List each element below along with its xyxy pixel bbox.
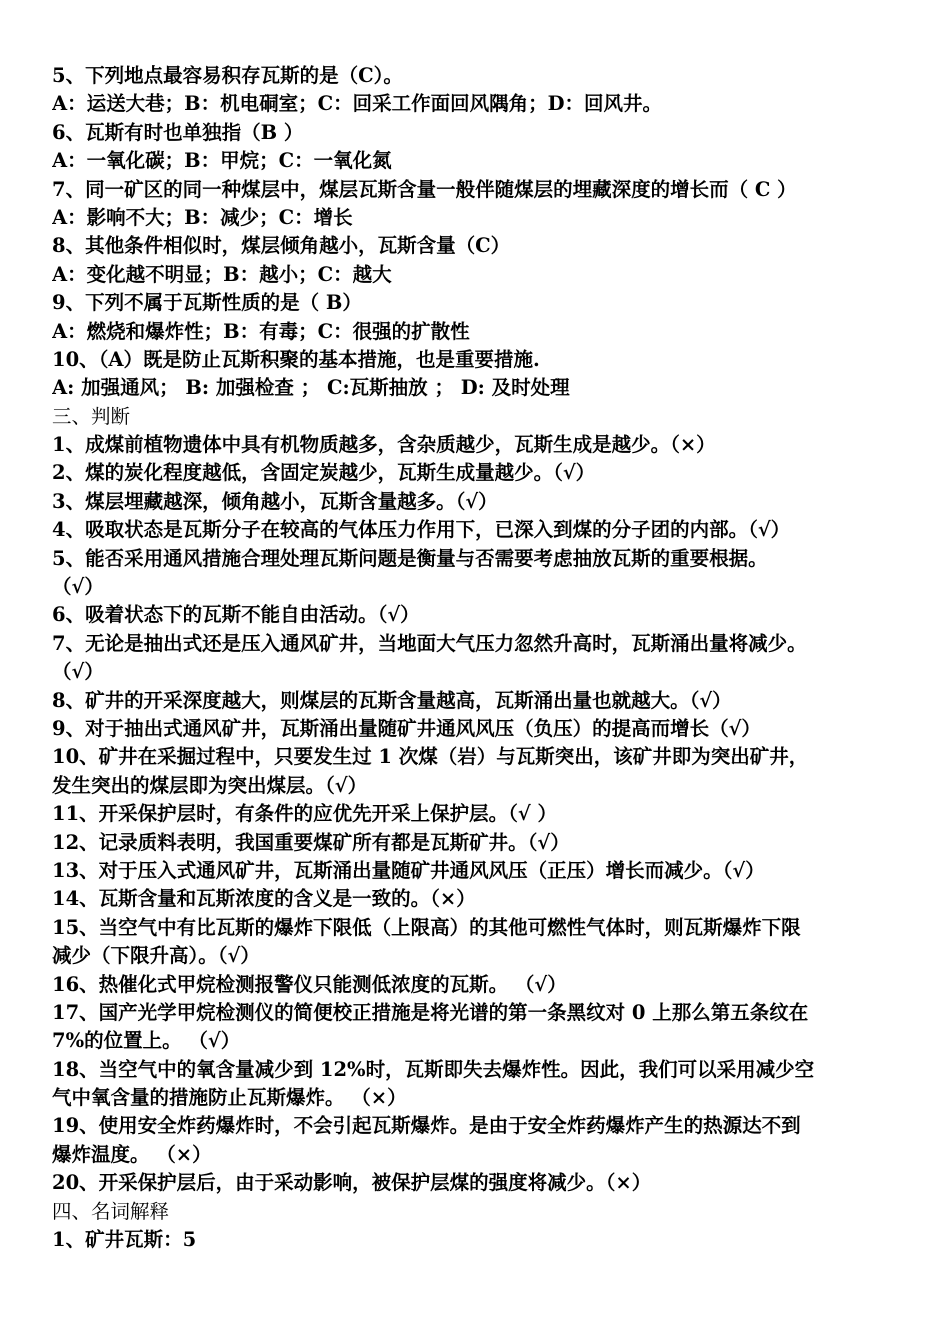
text-line: 14、瓦斯含量和瓦斯浓度的含义是一致的。（×） [52,887,476,911]
text-line: 气中氧含量的措施防止瓦斯爆炸。 （×） [52,1086,407,1110]
text-line: 4、吸取状态是瓦斯分子在较高的气体压力作用下，已深入到煤的分子团的内部。（√） [52,518,791,542]
section-heading: 四、名词解释 [52,1199,170,1223]
text-line: 16、热催化式甲烷检测报警仪只能测低浓度的瓦斯。 （√） [52,972,567,996]
text-line: （√） [52,660,104,684]
answer-options-line: A：运送大巷；B：机电硐室；C：回采工作面回风隅角；D：回风井。 [52,92,663,116]
text-line: 12、记录质料表明，我国重要煤矿所有都是瓦斯矿井。（√） [52,830,570,854]
text-line: 15、当空气中有比瓦斯的爆炸下限低（上限高）的其他可燃性气体时，则瓦斯爆炸下限 [52,915,801,939]
text-line: 17、国产光学甲烷检测仪的简便校正措施是将光谱的第一条黑纹对 0 上那么第五条纹在 [52,1000,809,1024]
text-line: 爆炸温度。 （×） [52,1142,212,1166]
text-line: 7、无论是抽出式还是压入通风矿井，当地面大气压力忽然升高时，瓦斯涌出量将减少。 [52,631,807,655]
text-line: 1、成煤前植物遗体中具有机物质越多，含杂质越少，瓦斯生成是越少。（×） [52,433,716,457]
text-line: 7、同一矿区的同一种煤层中，煤层瓦斯含量一般伴随煤层的埋藏深度的增长而（ C ） [52,177,797,201]
text-line: 5、能否采用通风措施合理处理瓦斯问题是衡量与否需要考虑抽放瓦斯的重要根据。 [52,546,768,570]
text-line: 20、开采保护层后，由于采动影响，被保护层煤的强度将减少。（×） [52,1171,652,1195]
answer-options-line: A: 加强通风； B: 加强检查 ； C:瓦斯抽放 ； D: 及时处理 [52,376,570,400]
text-line: 8、其他条件相似时，煤层倾角越小，瓦斯含量（C） [52,234,511,258]
text-line: （√） [52,575,104,599]
text-line: 19、使用安全炸药爆炸时，不会引起瓦斯爆炸。是由于安全炸药爆炸产生的热源达不到 [52,1114,801,1138]
text-line: 10、矿井在采掘过程中，只要发生过 1 次煤（岩）与瓦斯突出，该矿井即为突出矿井， [52,745,809,769]
text-line: 9、对于抽出式通风矿井，瓦斯涌出量随矿井通风风压（负压）的提高而增长（√） [52,716,761,740]
text-line: 3、煤层埋藏越深，倾角越小，瓦斯含量越多。（√） [52,489,498,513]
text-line: 11、开采保护层时，有条件的应优先开采上保护层。（√ ） [52,802,557,826]
text-line: 发生突出的煤层即为突出煤层。（√） [52,773,368,797]
text-line: 2、煤的炭化程度越低，含固定炭越少，瓦斯生成量越少。（√） [52,461,596,485]
text-line: 18、当空气中的氧含量减少到 12%时，瓦斯即失去爆炸性。因此，我们可以采用减少空 [52,1057,815,1081]
answer-options-line: A：影响不大；B：减少；C：增长 [52,205,353,229]
text-line: 9、下列不属于瓦斯性质的是（ B） [52,291,362,315]
text-line: 10、（A）既是防止瓦斯积聚的基本措施，也是重要措施. [52,347,540,371]
text-line: 8、矿井的开采深度越大，则煤层的瓦斯含量越高，瓦斯涌出量也就越大。（√） [52,688,732,712]
text-line: 减少（下限升高）。（√） [52,944,260,968]
text-line: 5、下列地点最容易积存瓦斯的是（C）。 [52,64,403,87]
text-line: 1、矿井瓦斯：5 [52,1228,197,1252]
answer-options-line: A：一氧化碳；B：甲烷；C：一氧化氮 [52,149,392,173]
answer-options-line: A：燃烧和爆炸性；B：有毒；C：很强的扩散性 [52,319,470,343]
text-line: 6、瓦斯有时也单独指（B ） [52,120,304,144]
document-body [52,62,902,1254]
text-line: 7%的位置上。 （√） [52,1029,241,1053]
text-line: 6、吸着状态下的瓦斯不能自由活动。（√） [52,603,420,627]
section-heading: 三、判断 [52,404,131,428]
text-line: 13、对于压入式通风矿井，瓦斯涌出量随矿井通风风压（正压）增长而减少。（√） [52,858,765,882]
answer-options-line: A：变化越不明显；B：越小；C：越大 [52,262,392,286]
